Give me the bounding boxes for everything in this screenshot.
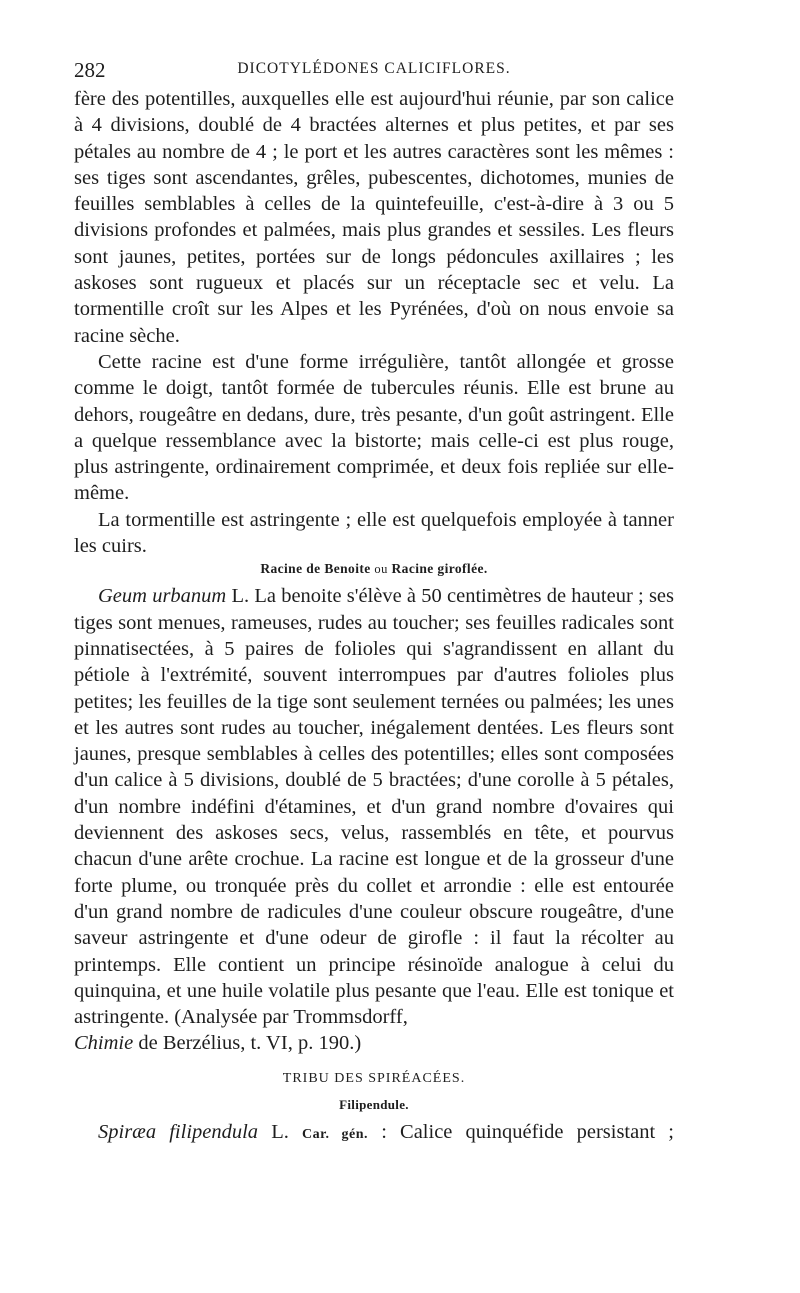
page-number: 282 xyxy=(74,58,106,82)
benoite-heading-b: Racine giroflée. xyxy=(391,561,488,577)
benoite-species-name: Geum urbanum xyxy=(98,585,227,608)
benoite-heading xyxy=(74,561,674,577)
running-head xyxy=(74,56,674,86)
filipendule-text: : Calice quinquéfide persistant ; xyxy=(368,1120,674,1143)
filipendule-heading: Filipendule. xyxy=(339,1096,409,1112)
tormentille-paragraph-1: fère des potentilles, auxquelles elle est aujourd'hui réunie, par son calice à 4 divisions, doublé de 4 bractées alternes et plus petites, et par ses pétales au nombre de 4 ; le port et les autres caractères sont les mêmes : ses tiges sont ascendantes, grêles, pubescentes, dichotomes, munies de feuilles semblables à celles de la quintefeuille, c'est-à-dire à 3 ou 5 divisions profondes et palmées, mais plus grandes et sessiles. Les fleurs sont jaunes, petites, portées sur de longs pédoncules axillaires ; les askoses sont rugueux et placés sur un réceptacle sec et velu. La tormentille croît sur les Alpes et les Pyrénées, d'où on nous envoie sa racine sèche. xyxy=(74,88,674,347)
benoite-description: L. La benoite s'élève à 50 centimètres de hauteur ; ses tiges sont menues, rameuses, rudes au toucher; ses feuilles radicales sont pinnatisectées, à 5 paires de folioles qui s'agrandissent en allant du pétiole à l'extrémité, souvent interrompues par d'autres folioles plus petites; les feuilles de la tige sont seulement ternées ou palmées; les unes et les autres sont rudes au toucher, inégalement dentées. Les fleurs sont jaunes, presque semblables à celles des potentilles; elles sont composées d'un calice à 5 divisions, doublé de 5 bractées; d'une corolle à 5 pétales, d'un nombre indéfini d'étamines, et d'un grand nombre d'ovaires qui deviennent des askoses secs, velus, rassemblés en tête, et pourvus chacun d'une arête crochue. La racine est longue et de la grosseur d'une forte plume, ou tronquée près du collet et arrondie : elle est entourée d'un grand nombre de radicules d'une couleur obscure rougeâtre, d'une saveur astringente et d'une odeur de girofle : il faut la récolter au printemps. Elle contient un principe résinoïde analogue à celui du quinquina, et une huile volatile plus pesante que l'eau. Elle est tonique et astringente. (Analysée par Trommsdorff, xyxy=(74,585,674,1029)
filipendule-car-gen: Car. gén. xyxy=(302,1126,369,1142)
filipendule-species-name: Spiræa filipendula xyxy=(98,1120,259,1143)
filipendule-paragraph xyxy=(74,1119,674,1148)
filipendule-author: L. xyxy=(258,1120,302,1143)
benoite-paragraph xyxy=(74,583,674,1056)
benoite-chimie-title: Chimie xyxy=(74,1032,134,1055)
tormentille-paragraph-2: Cette racine est d'une forme irrégulière, tantôt allongée et grosse comme le doigt, tantôt formée de tubercules réunis. Elle est brune au dehors, rougeâtre en dedans, dure, très pesante, d'un goût astringent. Elle a quelque ressemblance avec la bistorte; mais celle-ci est plus rouge, plus astringente, ordinairement comprimée, et deux fois repliée sur elle-même. xyxy=(74,350,674,505)
tribu-heading: TRIBU DES SPIRÉACÉES. xyxy=(282,1070,466,1086)
running-title: DICOTYLÉDONES CALICIFLORES. xyxy=(237,60,511,77)
page xyxy=(74,56,674,1148)
benoite-heading-a: Racine de Benoite xyxy=(260,561,371,577)
benoite-heading-or: ou xyxy=(374,562,388,577)
tormentille-paragraph-3: La tormentille est astringente ; elle est quelquefois employée à tanner les cuirs. xyxy=(74,508,674,558)
benoite-citation: de Berzélius, t. VI, p. 190.) xyxy=(133,1032,362,1055)
